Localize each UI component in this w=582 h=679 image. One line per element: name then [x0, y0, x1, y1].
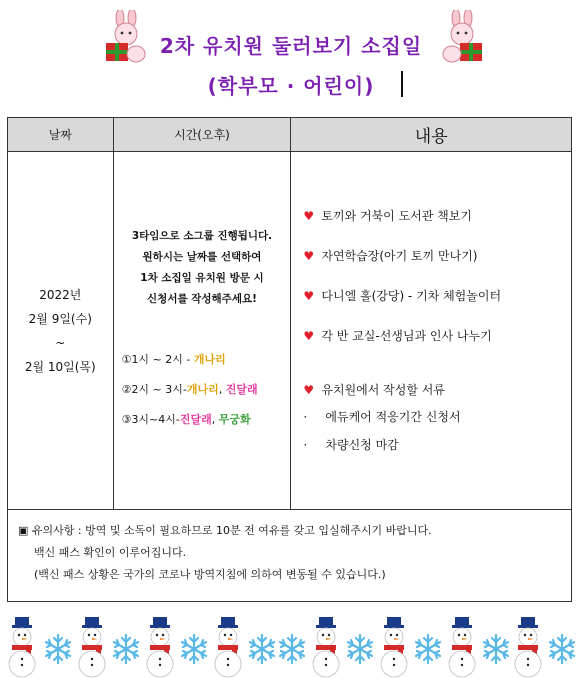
snowman-icon — [515, 617, 541, 677]
date-tilde: ~ — [55, 335, 66, 350]
list-item — [303, 323, 571, 349]
time-slot-1 — [122, 345, 285, 375]
snowman-icon — [147, 617, 173, 677]
class-name: 개나리 — [193, 353, 226, 366]
page-title: 2차 유치원 둘러보기 소집일 — [159, 34, 423, 58]
snowflake-icon — [114, 635, 138, 663]
table-row — [8, 152, 572, 510]
heart-icon: ♥ — [303, 288, 315, 303]
footer-row — [8, 510, 572, 602]
notice-line: 원하시는 날짜를 선택하여 — [142, 251, 262, 263]
item-text: 다니엘 홀(강당) - 기차 체험놀이터 — [321, 288, 502, 303]
class-name: 무궁화 — [218, 413, 251, 426]
snowflake-icon — [348, 635, 372, 663]
time-slot-2: ②2시 ~ 3시-개나리, 진달래 — [121, 383, 258, 396]
snowman-icon — [381, 617, 407, 677]
page-subtitle: (학부모 · 어린이) — [207, 74, 375, 98]
slot-number: ② — [121, 383, 132, 396]
time-slot-3: ③3시~4시-진달래, 무궁화 — [121, 413, 251, 426]
heart-icon: ♥ — [303, 328, 315, 343]
snowman-icon — [313, 617, 339, 677]
table-header-row — [8, 118, 572, 152]
item-text: 유치원에서 작성할 서류 — [321, 382, 445, 397]
heart-icon: ♥ — [303, 248, 315, 263]
header-content: 내용 — [291, 118, 572, 152]
schedule-table — [7, 117, 572, 602]
item-text: 각 반 교실-선생님과 인사 나누기 — [321, 328, 492, 343]
snowflake-icon — [550, 635, 574, 663]
class-name: 진달래 — [225, 383, 258, 396]
content-cell — [291, 152, 572, 510]
title-area — [0, 0, 582, 110]
date-cell — [8, 152, 114, 510]
sub-item — [303, 403, 571, 431]
notice-line: 1차 소집일 유치원 방문 시 — [140, 272, 264, 284]
sub-item-text: 차량신청 마감 — [325, 437, 399, 452]
item-text: 자연학습장(아기 토끼 만나기) — [321, 248, 478, 263]
snowflake-icon — [280, 635, 304, 663]
header-date: 날짜 — [8, 118, 114, 152]
heart-icon: ♥ — [303, 382, 315, 397]
sub-item — [303, 431, 571, 459]
class-name: 개나리 — [186, 383, 219, 396]
snowflake-icon — [416, 635, 440, 663]
snowman-snowflake-border — [0, 612, 582, 679]
date-day2: 2월 10일(목) — [24, 359, 96, 374]
slot-time: 2시 ~ 3시- — [131, 383, 187, 396]
notice-line: 3타임으로 소그룹 진행됩니다. — [131, 230, 273, 242]
slot-number: ① — [121, 353, 132, 366]
time-notice — [120, 226, 285, 310]
heart-icon: ♥ — [303, 208, 315, 223]
class-name: 진달래 — [179, 413, 212, 426]
date-day1: 2월 9일(수) — [28, 311, 92, 326]
snowman-icon — [449, 617, 475, 677]
slot-time: 1시 ~ 2시 - — [131, 353, 194, 366]
date-year: 2022년 — [39, 287, 82, 302]
slot-number: ③ — [121, 413, 132, 426]
text-cursor — [401, 71, 403, 97]
list-item — [303, 203, 571, 229]
snowflake-icon — [182, 635, 206, 663]
header-time: 시간(오후) — [113, 118, 291, 152]
note-line: ▣ 유의사항 : 방역 및 소독이 필요하므로 10분 전 여유를 갖고 입실해주시기 바랍니다. — [18, 524, 432, 537]
snowflake-icon — [46, 635, 70, 663]
snowflake-icon — [250, 635, 274, 663]
notes-cell — [8, 510, 572, 602]
bullet-dot-icon: · — [303, 409, 308, 424]
notice-line: 신청서를 작성해주세요! — [147, 293, 257, 305]
snowflake-icon — [484, 635, 508, 663]
item-text: 토끼와 거북이 도서관 책보기 — [321, 208, 472, 223]
note-line: (백신 패스 상황은 국가의 코로나 방역지침에 의하여 변동될 수 있습니다.) — [34, 568, 386, 581]
note-line: 백신 패스 확인이 이루어집니다. — [34, 546, 187, 559]
list-item — [303, 377, 571, 403]
time-cell — [113, 152, 291, 510]
slot-time: 3시~4시- — [131, 413, 180, 426]
snowman-icon — [215, 617, 241, 677]
sub-item-text: 에듀케어 적응기간 신청서 — [325, 409, 461, 424]
bullet-dot-icon: · — [303, 437, 308, 452]
snowman-icon — [79, 617, 105, 677]
snowman-icon — [9, 617, 35, 677]
list-item — [303, 243, 571, 269]
list-item — [303, 283, 571, 309]
